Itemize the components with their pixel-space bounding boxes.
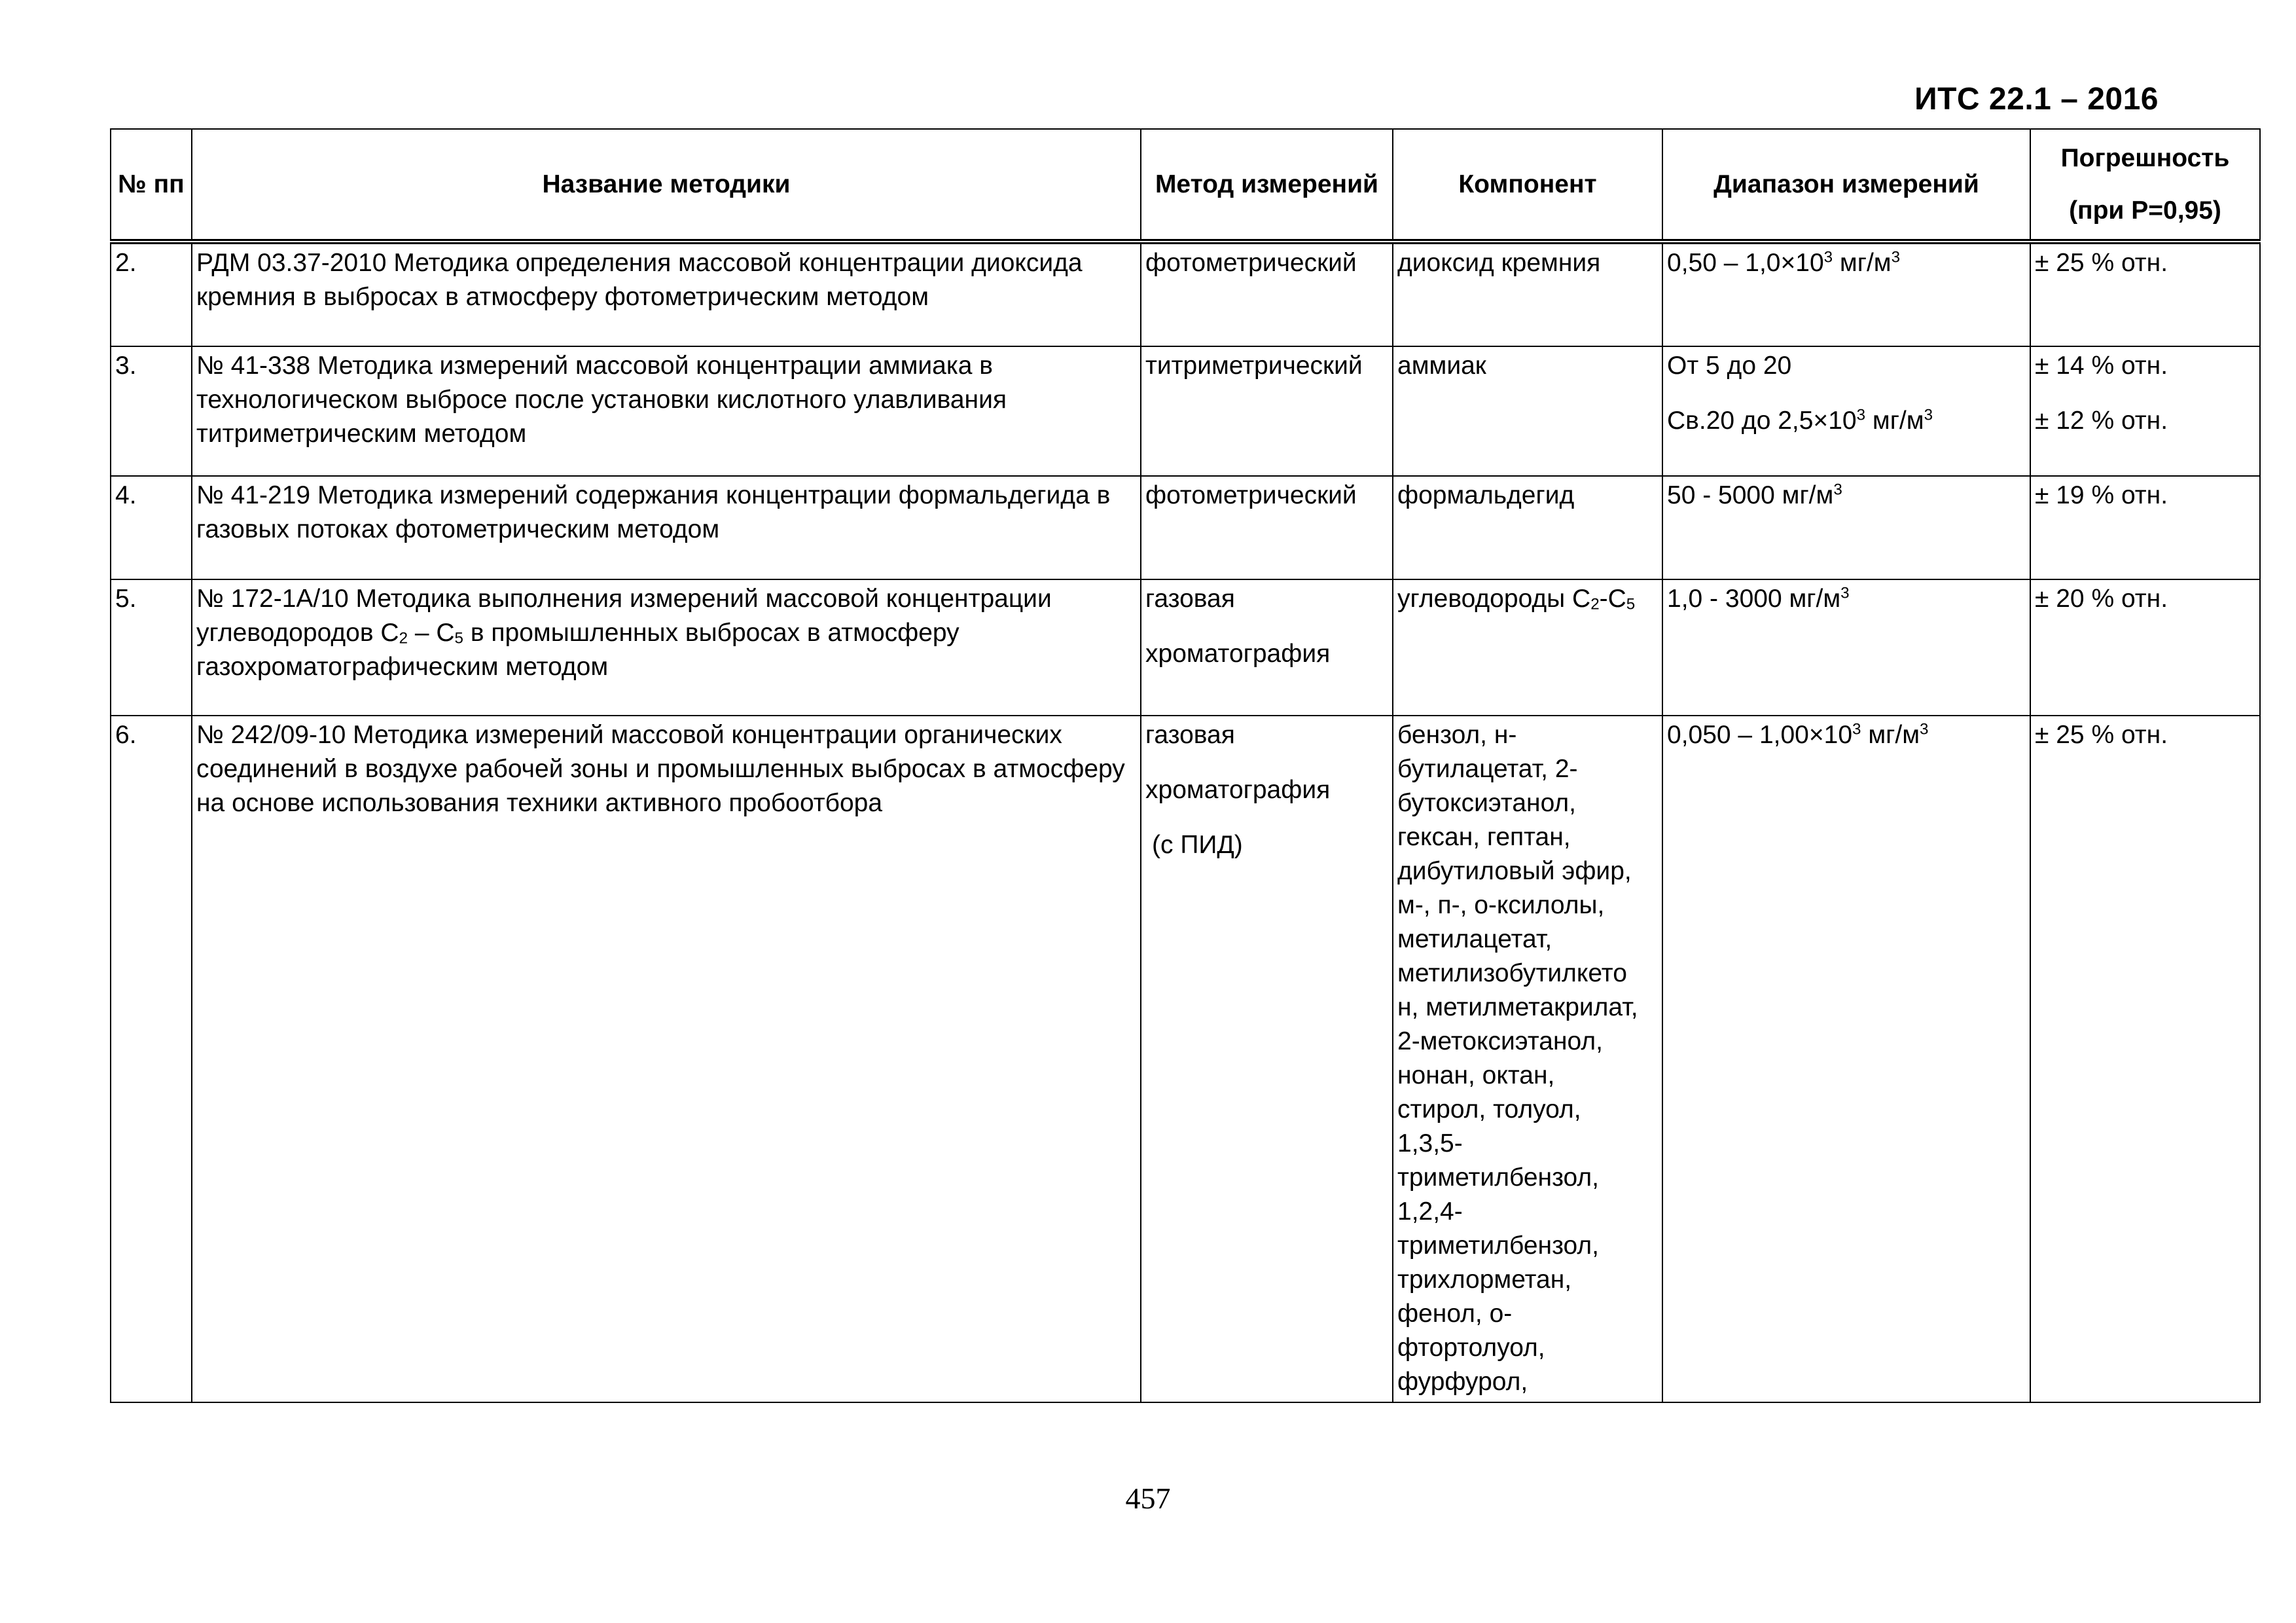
component-line: бутилацетат, 2- — [1397, 755, 1578, 783]
page-number: 457 — [1125, 1482, 1171, 1515]
row-component: формальдегид — [1393, 476, 1662, 579]
component-line: фенол, о- — [1397, 1300, 1513, 1328]
component-text: углеводороды С — [1397, 585, 1591, 613]
range-line-2 — [1667, 404, 2026, 438]
method-line-2: хроматография — [1145, 640, 1331, 668]
document-code: ИТС 22.1 – 2016 — [1914, 82, 2159, 117]
row-number: 5. — [111, 579, 192, 716]
header-error-condition: (при Р=0,95) — [2069, 196, 2221, 225]
range-unit: мг/м — [1865, 407, 1924, 435]
name-subscript: 5 — [454, 629, 463, 647]
component-line: трихлорметан, — [1397, 1266, 1572, 1294]
method-line-1: газовая — [1145, 585, 1235, 613]
component-line: триметилбензол, — [1397, 1231, 1599, 1260]
name-subscript: 2 — [399, 629, 408, 647]
method-line-2: хроматография — [1145, 776, 1331, 804]
name-text: № 172-1А/10 Методика выполнения измерений массовой концентрации углеводородов С — [196, 585, 1052, 647]
component-line: м-, п-, о-ксилолы, — [1397, 891, 1605, 919]
range-unit-exponent: 3 — [1840, 584, 1850, 602]
component-line: н, метилметакрилат, — [1397, 993, 1638, 1021]
row-component — [1393, 579, 1662, 716]
row-measurement-method: фотометрический — [1141, 476, 1393, 579]
range-exponent: 3 — [1823, 248, 1833, 266]
component-line: гексан, гептан, — [1397, 823, 1571, 851]
header-number: № пп — [111, 129, 192, 242]
range-unit-exponent: 3 — [1891, 248, 1901, 266]
range-unit-exponent: 3 — [1920, 720, 1929, 739]
component-line: бензол, н- — [1397, 721, 1517, 749]
table-row — [111, 716, 2260, 1402]
row-measurement-range — [1662, 716, 2030, 1402]
row-error: ± 25 % отн. — [2030, 242, 2260, 346]
row-method-name — [192, 579, 1141, 716]
row-error: ± 25 % отн. — [2030, 716, 2260, 1402]
component-line: 2-метоксиэтанол, — [1397, 1027, 1603, 1055]
table-row — [111, 579, 2260, 716]
range-line-1: От 5 до 20 — [1667, 352, 1792, 380]
range-unit: мг/м — [1833, 249, 1892, 277]
range-value: Св.20 до 2,5×10 — [1667, 407, 1857, 435]
range-value: 1,0 - 3000 мг/м — [1667, 585, 1841, 613]
component-line: нонан, октан, — [1397, 1061, 1555, 1089]
row-error — [2030, 346, 2260, 476]
header-measurement-range: Диапазон измерений — [1662, 129, 2030, 242]
range-value: 50 - 5000 мг/м — [1667, 481, 1834, 509]
row-error: ± 19 % отн. — [2030, 476, 2260, 579]
header-error — [2030, 129, 2260, 242]
range-exponent: 3 — [1856, 406, 1866, 424]
row-measurement-range — [1662, 579, 2030, 716]
table-row — [111, 242, 2260, 346]
component-line: фурфурол, — [1397, 1368, 1528, 1396]
component-line: стирол, толуол, — [1397, 1095, 1581, 1123]
component-line: метилизобутилкето — [1397, 959, 1627, 987]
row-measurement-method — [1141, 579, 1393, 716]
row-method-name: № 41-219 Методика измерений содержания концентрации формальдегида в газовых потоках фотометрическим методом — [192, 476, 1141, 579]
header-measurement-method: Метод измерений — [1141, 129, 1393, 242]
component-line: триметилбензол, — [1397, 1163, 1599, 1192]
component-line: бутоксиэтанол, — [1397, 789, 1576, 817]
name-text: – С — [408, 619, 455, 647]
row-measurement-range — [1662, 346, 2030, 476]
range-unit-exponent: 3 — [1924, 406, 1933, 424]
row-method-name: РДМ 03.37-2010 Методика определения массовой концентрации диоксида кремния в выбросах в атмосферу фотометрическим методом — [192, 242, 1141, 346]
method-line-1: газовая — [1145, 721, 1235, 749]
header-method-name: Название методики — [192, 129, 1141, 242]
row-measurement-method: фотометрический — [1141, 242, 1393, 346]
row-error: ± 20 % отн. — [2030, 579, 2260, 716]
component-text: -С — [1599, 585, 1626, 613]
row-component: диоксид кремния — [1393, 242, 1662, 346]
row-method-name: № 242/09-10 Методика измерений массовой концентрации органических соединений в воздухе рабочей зоны и промышленных выбросах в атмосферу на основе использования техники активного пробоотбора — [192, 716, 1141, 1402]
row-measurement-method: титриметрический — [1141, 346, 1393, 476]
methods-table — [110, 128, 2261, 1403]
component-line: фтортолуол, — [1397, 1334, 1545, 1362]
error-line-2: ± 12 % отн. — [2035, 407, 2168, 435]
row-method-name: № 41-338 Методика измерений массовой концентрации аммиака в технологическом выбросе после установки кислотного улавливания титриметрическим методом — [192, 346, 1141, 476]
method-line-3: (с ПИД) — [1152, 831, 1243, 859]
row-measurement-range — [1662, 476, 2030, 579]
range-value: 0,50 – 1,0×10 — [1667, 249, 1824, 277]
row-measurement-range — [1662, 242, 2030, 346]
row-number: 6. — [111, 716, 192, 1402]
table-row — [111, 346, 2260, 476]
error-line-1: ± 14 % отн. — [2035, 352, 2168, 380]
component-subscript: 2 — [1590, 595, 1600, 613]
name-text: в промышленных выбросах в атмосферу газохроматографическим методом — [196, 619, 960, 681]
component-line: 1,2,4- — [1397, 1197, 1463, 1226]
component-subscript: 5 — [1626, 595, 1636, 613]
range-exponent: 3 — [1852, 720, 1861, 739]
row-component: аммиак — [1393, 346, 1662, 476]
row-number: 4. — [111, 476, 192, 579]
range-unit-exponent: 3 — [1833, 481, 1842, 499]
header-error-title: Погрешность — [2060, 143, 2230, 172]
row-measurement-method — [1141, 716, 1393, 1402]
row-number: 2. — [111, 242, 192, 346]
range-value: 0,050 – 1,00×10 — [1667, 721, 1853, 749]
row-component — [1393, 716, 1662, 1402]
table-header-row — [111, 129, 2260, 242]
range-unit: мг/м — [1861, 721, 1920, 749]
table-row — [111, 476, 2260, 579]
component-line: 1,3,5- — [1397, 1129, 1463, 1158]
row-number: 3. — [111, 346, 192, 476]
component-line: метилацетат, — [1397, 925, 1552, 953]
header-component: Компонент — [1393, 129, 1662, 242]
component-line: дибутиловый эфир, — [1397, 857, 1632, 885]
